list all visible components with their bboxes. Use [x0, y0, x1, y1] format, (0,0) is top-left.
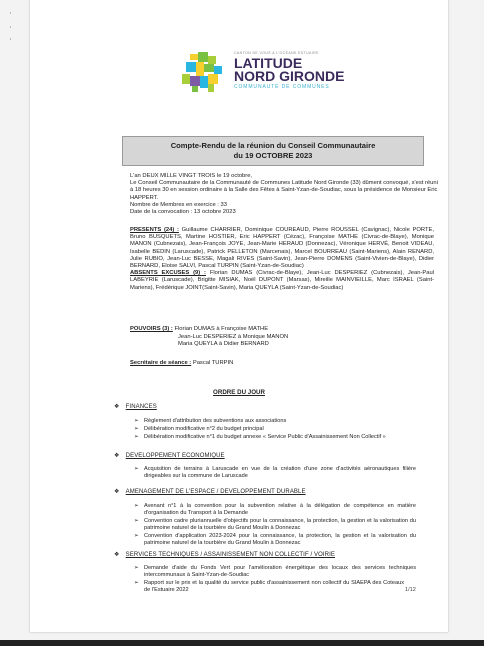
margin-mark — [10, 26, 11, 28]
logo-title-line1: LATITUDE — [234, 55, 303, 71]
presents-paragraph — [130, 227, 434, 270]
agenda-item — [134, 565, 416, 579]
agenda-item — [134, 418, 416, 425]
section-title: SERVICES TECHNIQUES / ASSAINISSEMENT NON COLLECTIF / VOIRIE — [125, 552, 335, 558]
absents-label: ABSENTS EXCUSES (9) : — [130, 270, 206, 277]
logo-title-line2: NORD GIRONDE — [234, 68, 345, 84]
page-number: 1/12 — [405, 587, 416, 593]
agenda-item — [134, 503, 416, 517]
absents-paragraph — [130, 270, 434, 292]
intro-line: à 18 heures 30 en session ordinaire à la Salle des Fêtes à Saint-Yzan-de-Soudiac, sous la présidence de Monsieur Eric — [130, 187, 438, 194]
organization-logo — [180, 50, 380, 95]
diamond-bullet-icon: ❖ — [114, 552, 120, 558]
secretaire-value: Pascal TURPIN — [191, 360, 234, 366]
margin-mark — [10, 12, 11, 14]
secretaire-label: Secrétaire de séance : — [130, 360, 192, 366]
arrow-bullet-icon: ➢ — [134, 503, 139, 509]
title-line1: Compte-Rendu de la réunion du Conseil Communautaire — [170, 141, 376, 150]
section-finances — [114, 403, 157, 410]
arrow-bullet-icon: ➢ — [134, 426, 139, 432]
intro-line: L'an DEUX MILLE VINGT TROIS le 19 octobre, — [130, 173, 253, 179]
agenda-item-text: Demande d'aide du Fonds Vert pour l'amélioration énergétique des locaux des services techniques intercommunaux à Saint-Yzan-de-Soudiac — [144, 565, 416, 578]
agenda-item-text: Délibération modificative n°2 du budget principal — [144, 426, 264, 432]
margin-mark — [10, 38, 11, 40]
agenda-item-text: Convention d'application 2023-2024 pour la connaissance, la protection, la gestion et la valorisation du patrimoine naturel de la tourbière du Grand Moulin à Donnezac — [144, 533, 416, 546]
agenda-item-text: Règlement d'attribution des subventions aux associations — [144, 418, 287, 424]
section-economique — [114, 452, 225, 459]
section-amenagement — [114, 488, 306, 495]
diamond-bullet-icon: ❖ — [114, 453, 120, 459]
arrow-bullet-icon: ➢ — [134, 518, 139, 524]
intro-line: Le Conseil Communautaire de la Communauté de Communes Latitude Nord Gironde (33) dûment convoqué, s'est réuni — [130, 180, 438, 187]
document-title — [122, 136, 424, 166]
diamond-bullet-icon: ❖ — [114, 404, 120, 410]
pouvoirs-line — [130, 326, 268, 333]
intro-line: HAPPERT. — [130, 194, 159, 201]
pouvoirs-label: POUVOIRS (3) : — [130, 326, 173, 332]
agenda-item — [134, 580, 404, 594]
presents-label: PRESENTS (24) : — [130, 227, 179, 233]
arrow-bullet-icon: ➢ — [134, 533, 139, 539]
section-title: FINANCES — [125, 404, 157, 410]
intro-paragraph — [130, 173, 438, 216]
pouvoir-2: Jean-Luc DESPERIEZ à Monique MANON — [178, 334, 289, 340]
attendance-block — [130, 227, 434, 292]
agenda-item — [134, 518, 416, 532]
pouvoir-3: Maria QUEYLA à Didier BERNARD — [178, 341, 269, 347]
section-title: AMENAGEMENT DE L'ESPACE / DEVELOPPEMENT DURABLE — [125, 489, 306, 495]
agenda-item — [134, 533, 416, 547]
arrow-bullet-icon: ➢ — [134, 466, 139, 472]
agenda-item-text: Acquisition de terrains à Laruscade en vue de la création d'une zone d'activités aéronautiques filière dirigeables sur la commune de Laruscade — [144, 466, 416, 479]
agenda-item-text: Rapport sur le prix et la qualité du service public d'assainissement non collectif du SIAEPA des Coteaux de l'Estuaire 2022 — [144, 580, 404, 593]
arrow-bullet-icon: ➢ — [134, 418, 139, 424]
agenda-item — [134, 466, 416, 480]
secretaire-line — [130, 360, 233, 366]
logo-mosaic-icon — [180, 52, 226, 94]
arrow-bullet-icon: ➢ — [134, 580, 139, 586]
bottom-edge — [0, 640, 484, 646]
arrow-bullet-icon: ➢ — [134, 565, 139, 571]
agenda-heading: ORDRE DU JOUR — [213, 389, 265, 396]
diamond-bullet-icon: ❖ — [114, 489, 120, 495]
pouvoir-1: Florian DUMAS à Françoise MATHE — [172, 326, 269, 332]
section-services — [114, 551, 335, 558]
agenda-item-text: Convention cadre pluriannuelle d'objectifs pour la connaissance, la protection, la gestion et la valorisation du patrimoine naturel de la tourbière du Grand Moulin à Donnezac — [144, 518, 416, 531]
agenda-item-text: Délibération modificative n°1 du budget annexe « Service Public d'Assainissement Non Collectif » — [144, 434, 386, 440]
agenda-item — [134, 434, 416, 441]
document-page — [30, 0, 448, 632]
intro-line: Nombre de Membres en exercice : 33 — [130, 201, 227, 208]
agenda-item-text: Avenant n°1 à la convention pour la subvention relative à la délégation de compétence en matière d'organisation du Transport à la Demande — [144, 503, 416, 516]
title-line2: du 19 OCTOBRE 2023 — [233, 151, 313, 160]
intro-line: Date de la convocation : 13 octobre 2023 — [130, 209, 236, 216]
arrow-bullet-icon: ➢ — [134, 434, 139, 440]
section-title: DEVELOPPEMENT ECONOMIQUE — [125, 453, 225, 459]
logo-subtitle: COMMUNAUTÉ DE COMMUNES — [234, 84, 330, 90]
logo-kicker: CANTON DE VOUS A L'OCÉANE ESTUAIRE — [234, 51, 319, 55]
presents-list: Guillaume CHARRIER, Dominique COUREAUD, Pierre ROUSSEL (Cavignac), Nicole PORTE, Bruno BUSQUETS, Martine HOSTIER, Eric HAPPERT (Cézac), Françoise MATHE (Civrac-de-Blaye), Monique MANON (Cubnezais), Jean-François JOYE, Jean-Marie HERAUD (Donnezac), Véronique HERVÉ, Benoit VIDEAU, Isabelle BEDIN (Laruscade), Patrick PELLETON (Marcenais), Marcel BOURREAU (Saint-Mariens), Alain RENARD, Julie RUBIO, Jean-Luc BESSE, Magali RIVES (Saint-Savin), Jean-Pierre DOMENS (Saint-Vivien-de-Blaye), Didier BERNARD, Eloise SALVI, Pascal TURPIN (Saint-Yzan-de-Soudiac) — [130, 227, 434, 270]
agenda-item — [134, 426, 416, 433]
absents-list: Florian DUMAS (Civrac-de-Blaye), Jean-Luc DESPERIEZ (Cubnezais), Jean-Paul LABEYRIE (Laruscade), Brigitte MISIAK, Noël DUPONT (Marsas), Mireille MAINVIEILLE, Marc ISRAEL (Saint-Mariens), Frédérique JOINT(Saint-Savin), Maria QUEYLA (Saint-Yzan-de-Soudiac) — [130, 270, 434, 291]
